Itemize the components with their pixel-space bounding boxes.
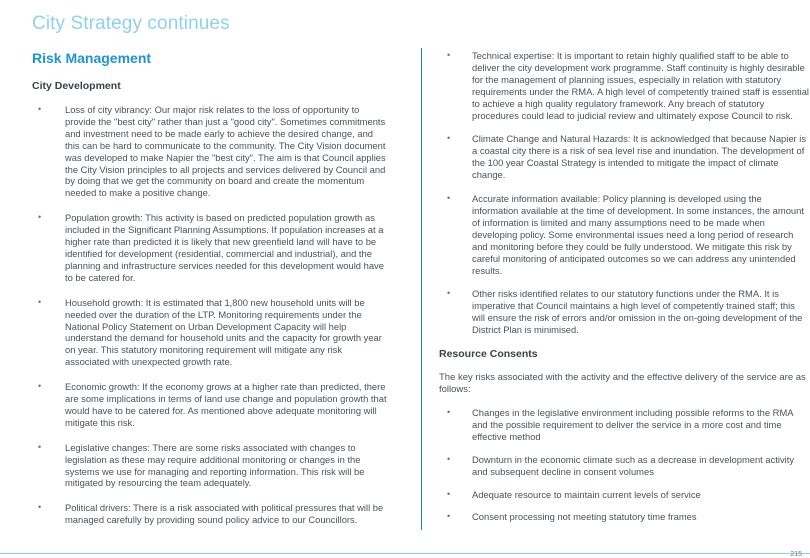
list-item: [439, 489, 809, 501]
list-item: [32, 104, 387, 199]
list-item: [439, 511, 809, 523]
resource-consents-intro: The key risks associated with the activity and the effective delivery of the service are as follows:: [439, 372, 806, 396]
bullet-icon: •: [447, 288, 451, 299]
list-item: [32, 381, 387, 429]
list-item: [439, 407, 809, 443]
section-title: Risk Management: [32, 50, 152, 66]
list-item: [32, 442, 387, 490]
bullet-text: Household growth: It is estimated that 1,800 new household units will be needed over the duration of the LTP. Monitoring requirements under the National Policy Statement on Urban Development Capacity will help understand the demand for household units and the capacity for growth year on year. This statutory monitoring requirement will mitigate any risk associated with unexpected growth rate.: [65, 296, 382, 368]
list-item: [32, 297, 387, 368]
right-column: [439, 50, 809, 534]
bullet-text: Technical expertise: It is important to retain highly qualified staff to be able to deliver the city development work programme. Staff continuity is highly desirable for the management of planning issues, especially in relation with statutory requirements under the RMA. A high level of competently trained staff is essential to achieve a high quality regulatory framework. Any breach of statutory procedures could lead to judicial review and ultimately expose Council to risk.: [472, 50, 809, 121]
page-title: City Strategy continues: [32, 13, 230, 34]
left-column: [32, 50, 387, 539]
list-item: [439, 288, 809, 336]
bullet-icon: •: [447, 488, 451, 499]
bullet-text: Changes in the legislative environment including possible reforms to the RMA and the possible requirement to deliver the service in a more cost and time effective method: [472, 407, 794, 442]
bullet-text: Downturn in the economic climate such as a decrease in development activity and subsequent decline in consent volumes: [472, 453, 795, 477]
list-item: [32, 502, 387, 526]
bullet-icon: •: [38, 502, 42, 513]
bullet-text: Political drivers: There is a risk associated with political pressures that will be managed carefully by providing sound policy advice to our Councillors.: [65, 502, 384, 526]
list-item: [439, 193, 809, 276]
list-item: [439, 50, 809, 121]
bullet-icon: •: [38, 212, 42, 223]
column-divider: [421, 48, 422, 530]
bullet-text: Adequate resource to maintain current levels of service: [472, 488, 701, 500]
bullet-text: Legislative changes: There are some risks associated with changes to legislation as these may require additional monitoring or changes in the systems we use for managing and reporting information. This risk will be mitigated by resourcing the team adequately.: [65, 441, 365, 489]
bullet-icon: •: [38, 104, 42, 114]
bullet-icon: •: [38, 441, 42, 452]
page-number: 215: [790, 551, 802, 558]
list-item: [439, 454, 809, 478]
bullet-text: Loss of city vibrancy: Our major risk relates to the loss of opportunity to provide the "best city" rather than just a "good city". Sometimes commitments and investment need to be made early to achieve the desired change, and this can be hard to communicate to the community. The City Vision document was developed to make Napier the "best city". The aim is that Council applies the City Vision principles to all projects and services delivered by Council and by doing that we get the community on board and create the momentum needed to make a positive change.: [65, 104, 386, 199]
bullet-icon: •: [447, 50, 451, 60]
list-item: [439, 133, 809, 181]
bullet-icon: •: [447, 511, 451, 522]
bullet-text: Other risks identified relates to our statutory functions under the RMA. It is imperative that Council maintains a high level of competently trained staff; this will ensure the risk of errors and/or omission in the on-going development of the District Plan is minimised.: [472, 288, 803, 336]
bullet-text: Economic growth: If the economy grows at a higher rate than predicted, there are some implications in terms of land use change and population growth that would have to be catered for. As mentioned above adequate monitoring will mitigate this risk.: [65, 381, 387, 428]
bullet-text: Climate Change and Natural Hazards: It is acknowledged that because Napier is a coastal city there is a risk of sea level rise and inundation. The development of the 100 year Coastal Strategy is intended to mitigate the impact of climate change.: [472, 133, 807, 181]
bullet-icon: •: [38, 296, 42, 307]
bullet-icon: •: [38, 381, 42, 392]
city-development-list: [32, 104, 387, 526]
bullet-text: Population growth: This activity is based on predicted population growth as included in the Significant Planning Assumptions. If population increases at a higher rate than predicted it is likely that new greenfield land will have to be identified for development (residential, commercial and industrial), and the planning and infrastructure services needed for this development would have to be catered for.: [65, 212, 384, 283]
city-development-list-continued: [439, 50, 809, 336]
bullet-icon: •: [447, 407, 451, 418]
bullet-text: Accurate information available: Policy planning is developed using the information available at the time of development. In some instances, the amount of information is limited and many assumptions need to be made when developing policy. Some environmental issues need a long period of research and monitoring before they could be fully understood. We mitigate this risk by careful monitoring of anticipated outcomes so we can address any unintended results.: [472, 193, 804, 276]
footer-rule: [0, 553, 810, 554]
bullet-icon: •: [447, 193, 451, 204]
bullet-icon: •: [447, 133, 451, 144]
bullet-icon: •: [447, 453, 451, 464]
list-item: [32, 212, 387, 283]
resource-consents-heading: Resource Consents: [439, 348, 538, 361]
bullet-text: Consent processing not meeting statutory time frames: [472, 511, 697, 523]
resource-consents-list: [439, 407, 809, 523]
city-development-heading: City Development: [32, 80, 121, 92]
